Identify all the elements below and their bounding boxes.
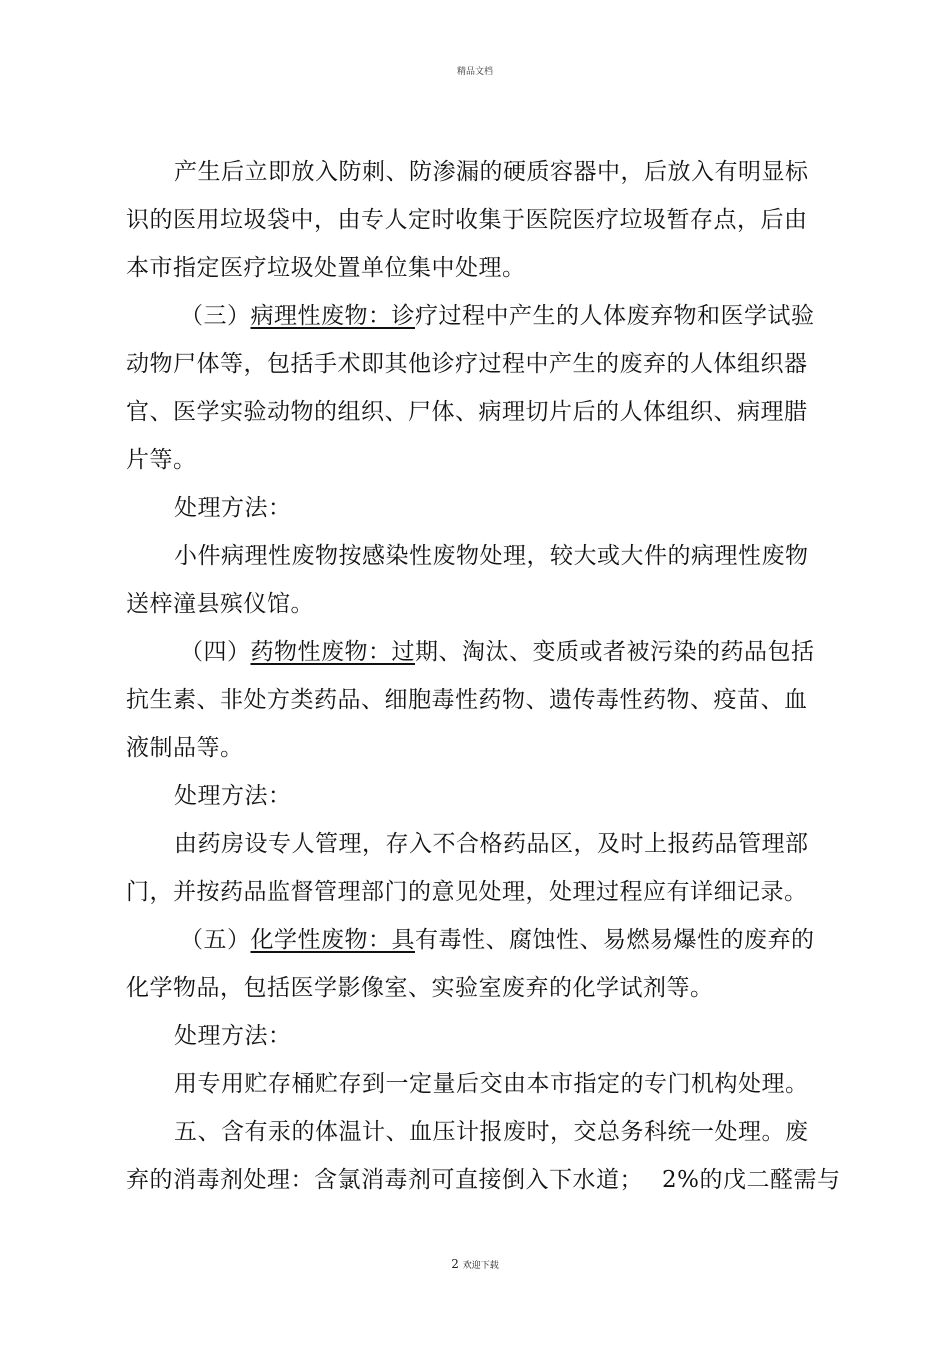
text-line: 产生后立即放入防刺、防渗漏的硬质容器中，后放入有明显标 — [174, 159, 809, 185]
text-line: 化学物品，包括医学影像室、实验室废弃的化学试剂等。 — [126, 975, 714, 1001]
text-line: 小件病理性废物按感染性废物处理，较大或大件的病理性废物 — [174, 543, 809, 569]
text-line: 液制品等。 — [126, 735, 244, 761]
page-number: 2 — [451, 1257, 459, 1271]
section-text: 疗过程中产生的人体废弃物和医学试验 — [415, 303, 815, 329]
section-number: （三） — [180, 303, 251, 329]
section-title: 化学性废物：具 — [250, 927, 415, 953]
text-line: 本市指定医疗垃圾处置单位集中处理。 — [126, 255, 526, 281]
section-number: （四） — [180, 639, 251, 665]
section-heading-line — [180, 301, 815, 331]
text-line: 抗生素、非处方类药品、细胞毒性药物、遗传毒性药物、疫苗、血 — [126, 687, 808, 713]
section-heading-line — [180, 637, 815, 667]
text-line: 用专用贮存桶贮存到一定量后交由本市指定的专门机构处理。 — [174, 1071, 809, 1097]
method-heading: 处理方法： — [174, 1023, 292, 1049]
section-title: 病理性废物：诊 — [250, 303, 415, 329]
text-line: 送梓潼县殡仪馆。 — [126, 591, 314, 617]
text-line: 识的医用垃圾袋中，由专人定时收集于医院医疗垃圾暂存点，后由 — [126, 207, 808, 233]
method-heading: 处理方法： — [174, 783, 292, 809]
text-line-fragment: 2%的戊二醛需与 — [662, 1167, 841, 1193]
section-text: 期、淘汰、变质或者被污染的药品包括 — [415, 639, 815, 665]
page-header: 精品文档 — [456, 67, 493, 77]
page-footer — [0, 1257, 950, 1271]
text-line: 由药房设专人管理，存入不合格药品区，及时上报药品管理部 — [174, 831, 809, 857]
method-heading: 处理方法： — [174, 495, 292, 521]
text-line: 弃的消毒剂处理：含氯消毒剂可直接倒入下水道； — [126, 1167, 643, 1193]
footer-note: 欢迎下载 — [462, 1261, 499, 1271]
text-line: 官、医学实验动物的组织、尸体、病理切片后的人体组织、病理腊 — [126, 399, 808, 425]
text-line: 门，并按药品监督管理部门的意见处理，处理过程应有详细记录。 — [126, 879, 808, 905]
text-line: 片等。 — [126, 447, 197, 473]
section-text: 有毒性、腐蚀性、易燃易爆性的废弃的 — [415, 927, 815, 953]
section-number: （五） — [180, 927, 251, 953]
section-title: 药物性废物：过 — [250, 639, 415, 665]
text-line: 动物尸体等，包括手术即其他诊疗过程中产生的废弃的人体组织器 — [126, 351, 808, 377]
text-line: 五、含有汞的体温计、血压计报废时，交总务科统一处理。废 — [174, 1119, 809, 1145]
section-heading-line — [180, 925, 815, 955]
